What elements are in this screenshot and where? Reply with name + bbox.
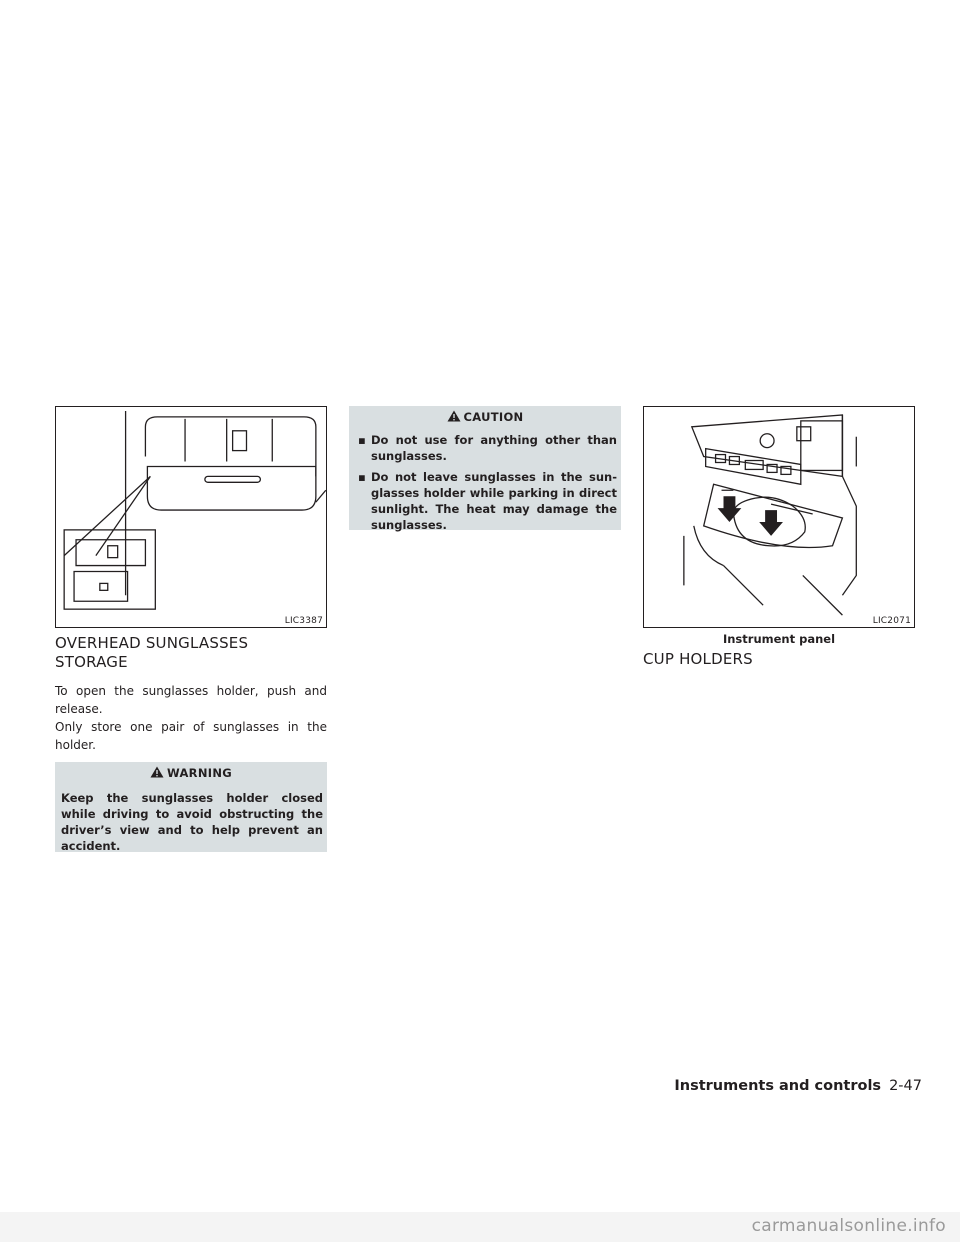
page-number: 2-47 — [889, 1078, 922, 1094]
paragraph-open-holder: To open the sunglasses holder, push and release. — [55, 684, 327, 716]
watermark-bar — [0, 1212, 960, 1242]
warning-title-text: WARNING — [167, 766, 232, 780]
sunglasses-holder-illustration — [56, 407, 326, 627]
list-item: ▪ Do not use for anything other than sunglasses. — [358, 433, 617, 463]
warning-title — [55, 762, 327, 784]
cup-holders-figure — [643, 406, 915, 628]
caution-item-text: Do not leave sunglasses in the sun-glasses holder while parking in direct sunlight. The heat may damage the sunglasses. — [371, 470, 617, 532]
caution-title-text: CAUTION — [463, 410, 524, 424]
figure-code: LIC2071 — [872, 616, 911, 626]
list-item: ▪ Do not leave sunglasses in the sun-glasses holder while parking in direct sunlight. The heat may damage the sunglasses. — [358, 470, 617, 532]
section-heading-overhead-sunglasses — [55, 634, 327, 672]
caution-box — [349, 406, 621, 530]
warning-text: Keep the sunglasses holder closed while driving to avoid obstructing the driver’s view and to help prevent an accident. — [61, 791, 323, 853]
figure-code: LIC3387 — [284, 616, 323, 626]
cup-holders-illustration — [644, 407, 914, 627]
heading-line-1: OVERHEAD SUNGLASSES — [55, 634, 249, 652]
paragraph-store-one-pair: Only store one pair of sunglasses in the holder. — [55, 720, 327, 752]
heading-line-2: STORAGE — [55, 653, 128, 671]
caution-title — [349, 406, 621, 428]
page-footer — [674, 1078, 922, 1094]
footer-section-title: Instruments and controls — [674, 1078, 882, 1094]
caution-list — [349, 428, 621, 544]
figure-caption: Instrument panel — [722, 632, 836, 646]
section-heading-cup-holders: CUP HOLDERS — [643, 650, 753, 668]
sunglasses-holder-figure — [55, 406, 327, 628]
watermark-text: carmanualsonline.info — [751, 1216, 946, 1236]
caution-item-text: Do not use for anything other than sunglasses. — [371, 433, 617, 463]
warning-triangle-icon — [150, 766, 164, 781]
warning-box — [55, 762, 327, 852]
warning-triangle-icon — [447, 410, 461, 425]
